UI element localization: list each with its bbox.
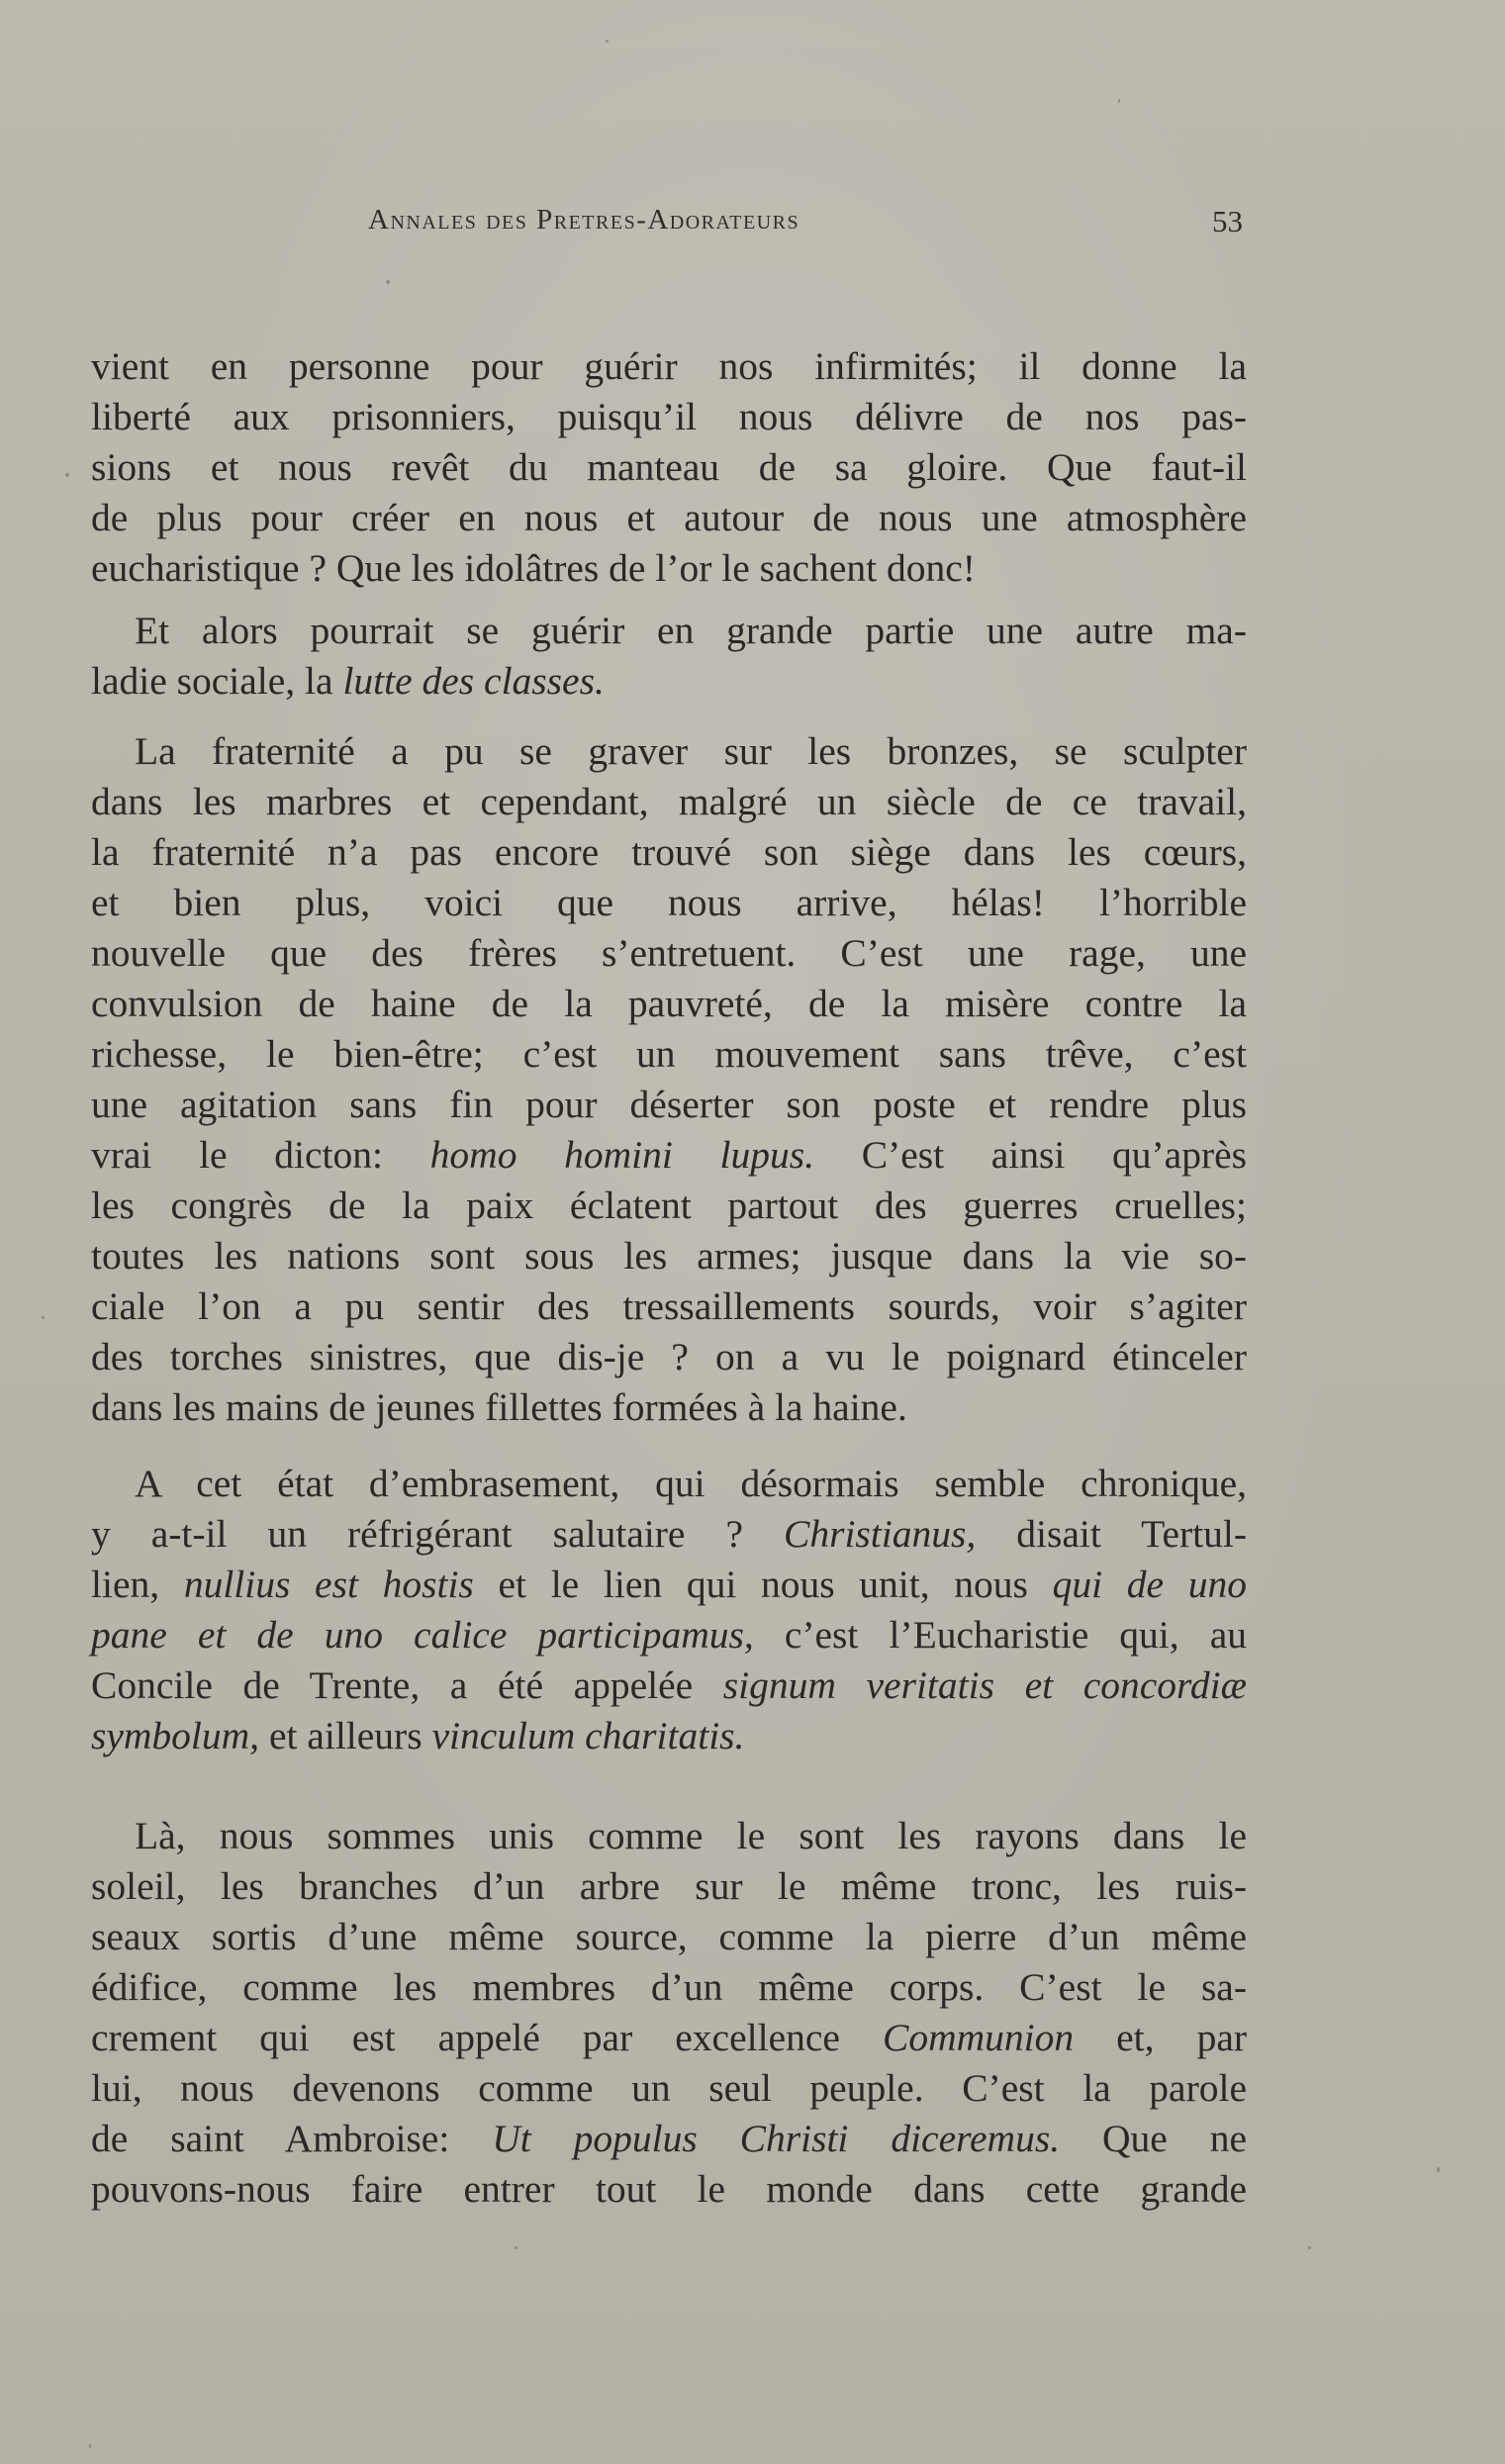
text-segment: Que ne — [1102, 2117, 1248, 2160]
paragraph-5 — [91, 1811, 1247, 2215]
body-text — [91, 341, 1247, 2215]
text-segment: vrai le dicton: — [91, 1133, 383, 1177]
italic-phrase: qui de uno — [1052, 1563, 1248, 1606]
text-line — [91, 1509, 1247, 1560]
text-line: la fraternité n’a pas encore trouvé son siège dans les cœurs, — [91, 830, 1247, 874]
italic-phrase: Ut populus Christi diceremus. — [492, 2117, 1061, 2160]
paper-speck — [386, 280, 390, 284]
text-segment: y a-t-il un réfrigérant salutaire ? — [91, 1512, 743, 1556]
text-line: édifice, comme les membres d’un même corps. C’est le sa- — [91, 1965, 1247, 2009]
text-segment: ladie sociale, la — [91, 659, 333, 703]
text-line — [91, 1711, 1247, 1761]
text-line: eucharistique ? Que les idolâtres de l’or le sachent donc! — [91, 546, 976, 590]
text-segment: c’est l’Eucharistie qui, au — [784, 1613, 1248, 1657]
text-line: sions et nous revêt du manteau de sa gloire. Que faut-il — [91, 445, 1247, 489]
italic-phrase: lutte des classes. — [342, 659, 605, 703]
paper-speck — [1437, 2167, 1440, 2172]
italic-phrase: pane et de uno calice participamus, — [91, 1613, 754, 1657]
text-line: vient en personne pour guérir nos infirmités; il donne la — [91, 344, 1247, 388]
text-segment: et ailleurs — [268, 1714, 423, 1757]
text-segment: lien, — [91, 1563, 160, 1606]
paper-speck — [42, 1316, 45, 1319]
italic-phrase: Communion — [882, 2016, 1075, 2059]
text-line: seaux sortis d’une même source, comme la pierre d’un même — [91, 1915, 1247, 1958]
text-line — [91, 2114, 1247, 2164]
text-line: Là, nous sommes unis comme le sont les rayons dans le — [135, 1814, 1247, 1857]
italic-phrase: nullius est hostis — [183, 1563, 474, 1606]
text-line — [91, 1130, 1247, 1181]
text-line — [91, 1610, 1247, 1660]
text-segment: disait Tertul- — [1016, 1512, 1248, 1556]
text-line: La fraternité a pu se graver sur les bronzes, se sculpter — [135, 729, 1247, 773]
paragraph-1 — [91, 341, 1247, 594]
text-line: A cet état d’embrasement, qui désormais semble chronique, — [135, 1462, 1247, 1505]
italic-phrase: homo homini lupus. — [429, 1133, 814, 1177]
paper-speck — [1118, 99, 1120, 103]
page-number: 53 — [1212, 204, 1243, 238]
paper-speck — [65, 473, 69, 477]
text-line: des torches sinistres, que dis-je ? on a vu le poignard étinceler — [91, 1335, 1247, 1378]
text-line: richesse, le bien-être; c’est un mouvement sans trêve, c’est — [91, 1032, 1247, 1076]
paper-speck — [1308, 2246, 1311, 2249]
paragraph-4 — [91, 1459, 1247, 1761]
text-line: dans les mains de jeunes fillettes formées à la haine. — [91, 1385, 907, 1429]
text-segment: et le lien qui nous unit, nous — [498, 1563, 1028, 1606]
text-line: ciale l’on a pu sentir des tressaillements sourds, voir s’agiter — [91, 1284, 1247, 1328]
text-line — [91, 1560, 1247, 1610]
italic-phrase: signum veritatis et concordiæ — [722, 1663, 1247, 1707]
italic-phrase: Christianus, — [783, 1512, 977, 1556]
text-line: pouvons-nous faire entrer tout le monde dans cette grande — [91, 2167, 1247, 2211]
paragraph-3 — [91, 726, 1247, 1433]
paper-speck — [515, 2246, 517, 2249]
text-line: dans les marbres et cependant, malgré un siècle de ce travail, — [91, 780, 1247, 823]
text-line: de plus pour créer en nous et autour de nous une atmosphère — [91, 496, 1247, 539]
paper-speck — [606, 40, 609, 43]
text-segment: crement qui est appelé par excellence — [91, 2016, 840, 2059]
text-line: liberté aux prisonniers, puisqu’il nous délivre de nos pas- — [91, 395, 1247, 438]
text-segment: C’est ainsi qu’après — [861, 1133, 1248, 1177]
text-line: une agitation sans fin pour déserter son poste et rendre plus — [91, 1083, 1247, 1126]
text-line — [91, 656, 1247, 707]
paragraph-2 — [91, 606, 1247, 707]
text-line — [91, 2013, 1247, 2063]
text-segment: de saint Ambroise: — [91, 2117, 450, 2160]
text-line: les congrès de la paix éclatent partout des guerres cruelles; — [91, 1184, 1247, 1227]
running-head — [368, 204, 1243, 243]
text-line: Et alors pourrait se guérir en grande partie une autre ma- — [135, 609, 1247, 652]
text-line: et bien plus, voici que nous arrive, hélas! l’horrible — [91, 881, 1247, 924]
text-segment: et, par — [1116, 2016, 1248, 2059]
text-line: lui, nous devenons comme un seul peuple. C’est la parole — [91, 2066, 1247, 2110]
text-line: nouvelle que des frères s’entretuent. C’est une rage, une — [91, 931, 1247, 975]
text-line: soleil, les branches d’un arbre sur le même tronc, les ruis- — [91, 1864, 1247, 1908]
text-line: toutes les nations sont sous les armes; jusque dans la vie so- — [91, 1234, 1247, 1278]
text-line — [91, 1660, 1247, 1711]
italic-phrase: symbolum, — [91, 1714, 260, 1757]
text-segment: Concile de Trente, a été appelée — [91, 1663, 694, 1707]
text-line: convulsion de haine de la pauvreté, de la misère contre la — [91, 982, 1247, 1025]
running-title: Annales des Pretres-Adorateurs — [368, 204, 800, 236]
italic-phrase: vinculum charitatis. — [431, 1714, 745, 1757]
paper-speck — [89, 2444, 91, 2448]
